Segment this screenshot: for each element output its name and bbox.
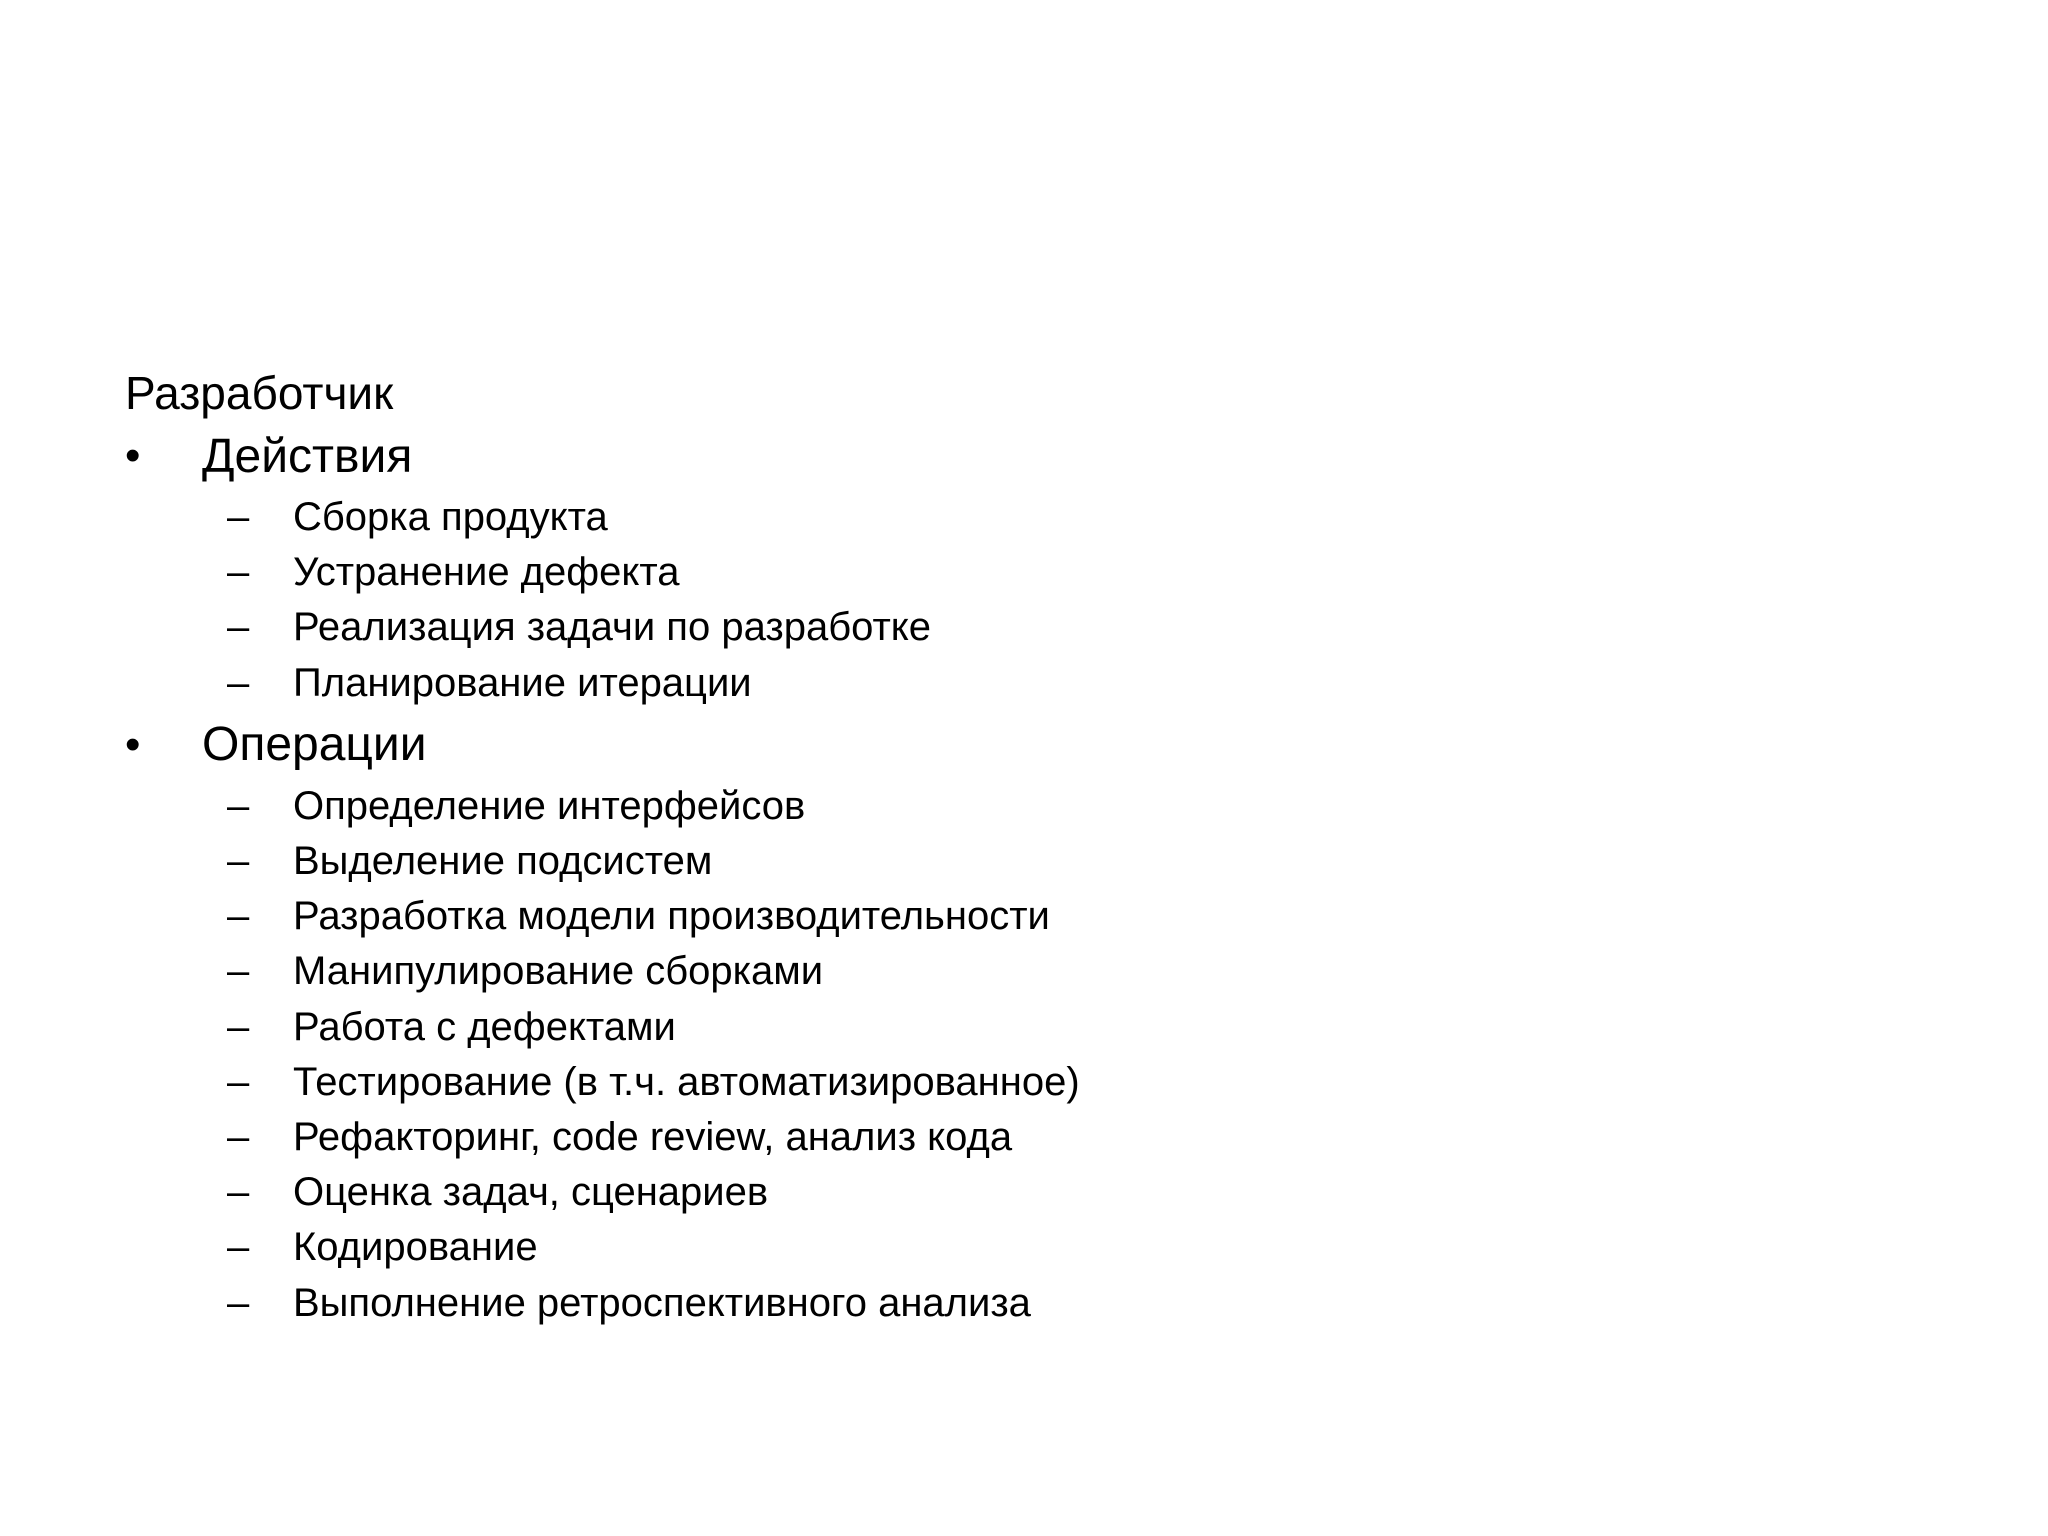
list-item-label: Оценка задач, сценариев xyxy=(293,1170,769,1215)
bullet-icon: • xyxy=(125,719,141,769)
list-item xyxy=(125,779,1925,834)
section-operations xyxy=(125,711,1925,1331)
list-item xyxy=(125,1000,1925,1055)
dash-icon: – xyxy=(227,550,250,595)
list-item xyxy=(125,1165,1925,1220)
list-item xyxy=(125,1110,1925,1165)
list-item xyxy=(125,1055,1925,1110)
dash-icon: – xyxy=(227,605,250,650)
bullet-item-operations xyxy=(125,711,1925,779)
dash-icon: – xyxy=(227,1280,250,1325)
list-item-label: Работа с дефектами xyxy=(293,1004,676,1049)
dash-icon: – xyxy=(227,1004,250,1049)
list-item-label: Выполнение ретроспективного анализа xyxy=(293,1280,1031,1325)
list-item-label: Тестирование (в т.ч. автоматизированное) xyxy=(293,1059,1080,1104)
dash-icon: – xyxy=(227,1225,250,1270)
list-item-label: Кодирование xyxy=(293,1225,538,1270)
dash-icon: – xyxy=(227,783,250,828)
dash-icon: – xyxy=(227,894,250,939)
actions-list xyxy=(125,490,1925,711)
list-item-label: Определение интерфейсов xyxy=(293,783,806,828)
list-item xyxy=(125,889,1925,944)
list-item xyxy=(125,1220,1925,1275)
list-item xyxy=(125,656,1925,711)
list-item-label: Планирование итерации xyxy=(293,660,752,705)
slide-heading: Разработчик xyxy=(125,367,394,419)
bullet-item-actions xyxy=(125,422,1925,490)
dash-icon: – xyxy=(227,839,250,884)
section-actions xyxy=(125,422,1925,711)
list-item-label: Выделение подсистем xyxy=(293,839,713,884)
bullet-icon: • xyxy=(125,431,141,480)
list-item xyxy=(125,545,1925,600)
list-item xyxy=(125,944,1925,999)
dash-icon: – xyxy=(227,1059,250,1104)
bullet-label: Операции xyxy=(202,718,427,772)
dash-icon: – xyxy=(227,1114,250,1159)
operations-list xyxy=(125,779,1925,1331)
list-item-label: Сборка продукта xyxy=(293,495,608,540)
dash-icon: – xyxy=(227,949,250,994)
list-item-label: Манипулирование сборками xyxy=(293,949,824,994)
dash-icon: – xyxy=(227,1170,250,1215)
dash-icon: – xyxy=(227,660,250,705)
list-item xyxy=(125,1275,1925,1330)
dash-icon: – xyxy=(227,495,250,540)
list-item xyxy=(125,834,1925,889)
list-item-label: Рефакторинг, code review, анализ кода xyxy=(293,1114,1013,1159)
bullet-label: Действия xyxy=(202,429,413,483)
list-item xyxy=(125,490,1925,545)
list-item-label: Разработка модели производительности xyxy=(293,894,1050,939)
list-item xyxy=(125,600,1925,655)
slide-content xyxy=(125,364,1925,1331)
list-item-label: Устранение дефекта xyxy=(293,550,680,595)
list-item-label: Реализация задачи по разработке xyxy=(293,605,931,650)
